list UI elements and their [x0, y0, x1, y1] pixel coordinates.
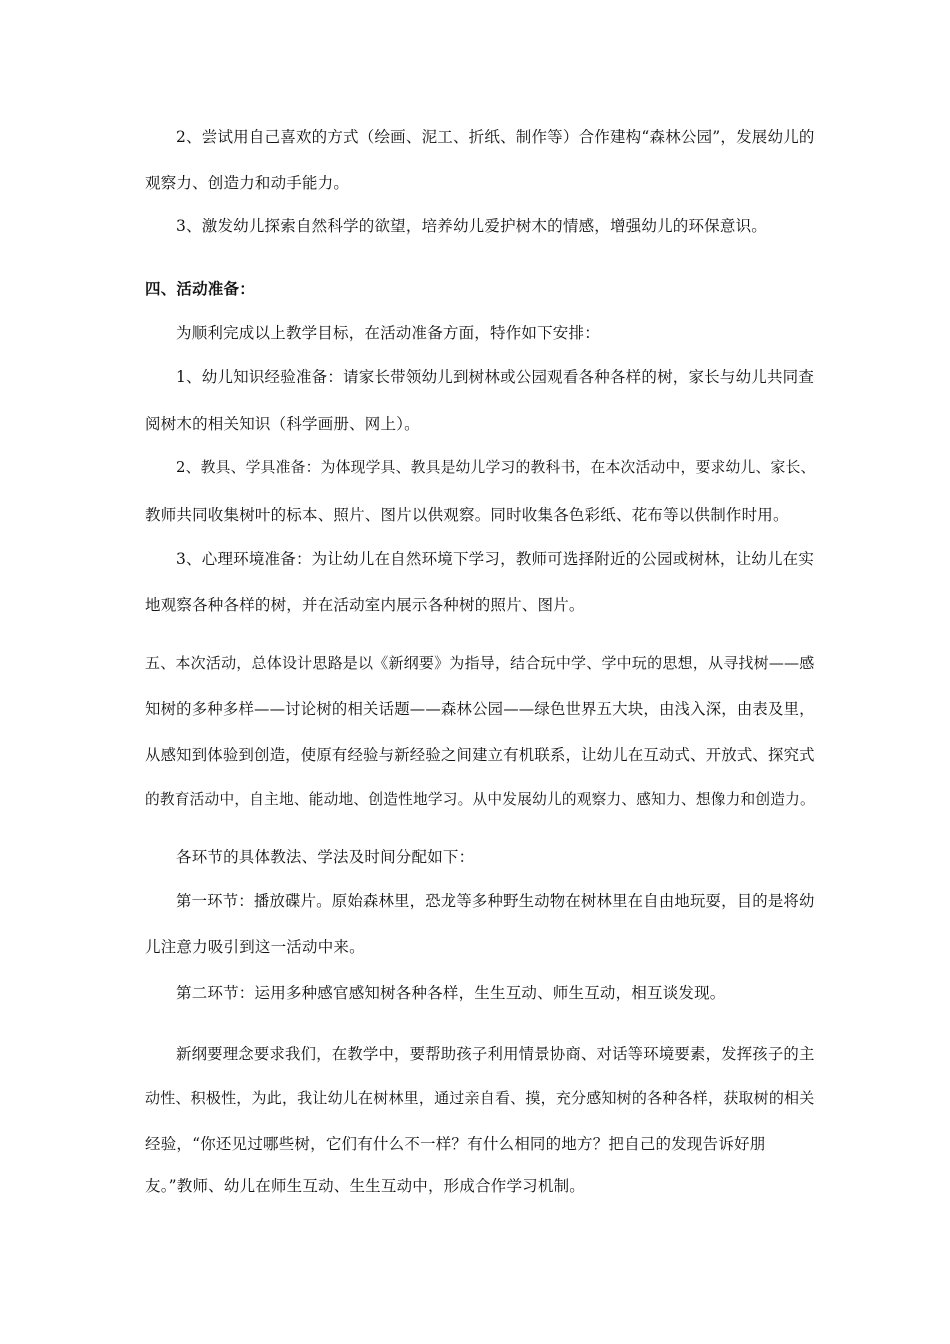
- paragraph-line: 友。”教师、幼儿在师生互动、生生互动中，形成合作学习机制。: [145, 1177, 585, 1195]
- paragraph-line: 阅树木的相关知识（科学画册、网上）。: [145, 415, 420, 433]
- paragraph-line: 新纲要理念要求我们，在教学中，要帮助孩子利用情景协商、对话等环境要素，发挥孩子的主: [176, 1045, 815, 1063]
- paragraph-line: 地观察各种各样的树，并在活动室内展示各种树的照片、图片。: [145, 596, 585, 614]
- paragraph-line: 知树的多种多样——讨论树的相关话题——森林公园——绿色世界五大块，由浅入深，由表及里，: [145, 700, 815, 718]
- paragraph-line: 第一环节：播放碟片。原始森林里，恐龙等多种野生动物在树林里在自由地玩耍，目的是将幼: [176, 892, 815, 910]
- paragraph-line: 儿注意力吸引到这一活动中来。: [145, 938, 365, 956]
- paragraph-line: 3、激发幼儿探索自然科学的欲望，培养幼儿爱护树木的情感，增强幼儿的环保意识。: [176, 217, 767, 235]
- paragraph-line: 观察力、创造力和动手能力。: [145, 174, 350, 192]
- paragraph-line: 为顺利完成以上教学目标，在活动准备方面，特作如下安排：: [176, 324, 600, 342]
- paragraph-line: 从感知到体验到创造，使原有经验与新经验之间建立有机联系，让幼儿在互动式、开放式、探究式: [145, 746, 815, 764]
- paragraph-line: 第二环节：运用多种感官感知树各种各样，生生互动、师生互动，相互谈发现。: [176, 984, 726, 1002]
- paragraph-line: 的教育活动中，自主地、能动地、创造性地学习。从中发展幼儿的观察力、感知力、想像力和创造力。: [145, 791, 815, 808]
- paragraph-line: 3、心理环境准备：为让幼儿在自然环境下学习，教师可选择附近的公园或树林，让幼儿在实: [176, 550, 815, 568]
- paragraph-line: 五、本次活动，总体设计思路是以《新纲要》为指导，结合玩中学、学中玩的思想，从寻找树——感: [145, 654, 815, 672]
- paragraph-line: 各环节的具体教法、学法及时间分配如下：: [176, 848, 475, 866]
- paragraph-line: 动性、积极性，为此，我让幼儿在树林里，通过亲自看、摸，充分感知树的各种各样，获取树的相关: [145, 1089, 815, 1107]
- section-heading: 四、活动准备：: [145, 279, 255, 298]
- paragraph-line: 1、幼儿知识经验准备：请家长带领幼儿到树林或公园观看各种各样的树，家长与幼儿共同查: [176, 368, 815, 386]
- paragraph-line: 经验，“你还见过哪些树，它们有什么不一样？有什么相同的地方？把自己的发现告诉好朋: [145, 1135, 766, 1153]
- paragraph-line: 教师共同收集树叶的标本、照片、图片以供观察。同时收集各色彩纸、花布等以供制作时用。: [145, 506, 789, 524]
- paragraph-line: 2、尝试用自己喜欢的方式（绘画、泥工、折纸、制作等）合作建构“森林公园”，发展幼儿的: [176, 128, 815, 146]
- paragraph-line: 2、教具、学具准备：为体现学具、教具是幼儿学习的教科书，在本次活动中，要求幼儿、家长、: [176, 459, 816, 476]
